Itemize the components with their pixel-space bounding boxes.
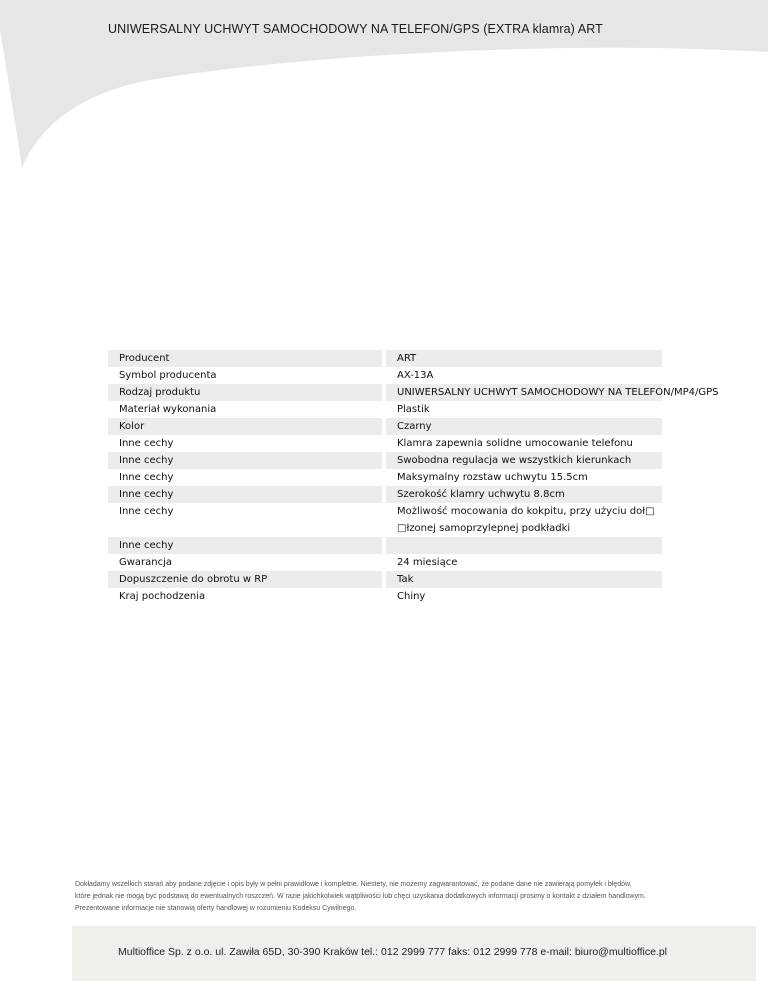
spec-label: Materiał wykonania <box>119 404 217 415</box>
spec-label: Kolor <box>108 418 382 435</box>
spec-value: Szerokość klamry uchwytu 8.8cm <box>386 486 662 503</box>
spec-label: Inne cechy <box>108 486 382 503</box>
spec-row <box>108 367 662 384</box>
spec-label: Inne cechy <box>119 472 174 483</box>
disclaimer-line: Dokładamy wszelkich starań aby podane zdjęcie i opis były w pełni prawidłowe i kompletne. Niestety, nie możemy zagwarantować, że podane dane nie zawierają pomyłek i błędów, <box>75 881 632 888</box>
spec-value: Tak <box>386 571 662 588</box>
spec-row <box>108 554 662 571</box>
spec-value: Maksymalny rozstaw uchwytu 15.5cm <box>397 472 588 483</box>
spec-value: UNIWERSALNY UCHWYT SAMOCHODOWY NA TELEFON/MP4/GPS <box>386 384 662 401</box>
spec-label: Dopuszczenie do obrotu w RP <box>108 571 382 588</box>
spec-row <box>108 503 662 537</box>
spec-value: Czarny <box>386 418 662 435</box>
spec-row <box>108 486 662 503</box>
spec-label: Inne cechy <box>108 452 382 469</box>
spec-value: Klamra zapewnia solidne umocowanie telefonu <box>397 438 633 449</box>
spec-label: Symbol producenta <box>119 370 217 381</box>
spec-label: Inne cechy <box>108 537 382 554</box>
spec-row <box>108 537 662 554</box>
spec-value: 24 miesiące <box>397 557 458 568</box>
spec-label: Gwarancja <box>119 557 173 568</box>
spec-value: AX-13A <box>397 370 434 381</box>
spec-row <box>108 350 662 367</box>
spec-value: Swobodna regulacja we wszystkich kierunkach <box>386 452 662 469</box>
spec-value: ART <box>386 350 662 367</box>
spec-table <box>108 350 719 605</box>
spec-value: Plastik <box>397 404 430 415</box>
spec-row <box>108 401 662 418</box>
spec-label: Producent <box>108 350 382 367</box>
spec-label: Inne cechy <box>119 438 174 449</box>
spec-row <box>108 452 662 469</box>
spec-row <box>108 435 662 452</box>
spec-row <box>108 571 662 588</box>
spec-label: Rodzaj produktu <box>108 384 382 401</box>
spec-row <box>108 588 662 605</box>
spec-value: Chiny <box>397 591 426 602</box>
spec-label: Inne cechy <box>119 506 174 517</box>
disclaimer-line: które jednak nie mogą być podstawą do ewentualnych roszczeń. W razie jakichkolwiek wątpliwości lub chęci uzyskania dodatkowych informacji prosimy o kontakt z działem handlowym. <box>75 893 646 900</box>
disclaimer-text <box>75 879 715 915</box>
spec-value <box>386 537 662 554</box>
spec-row <box>108 418 662 435</box>
spec-row <box>108 384 719 401</box>
spec-value: Możliwość mocowania do kokpitu, przy użyciu doł□ □łzonej samoprzylepnej podkładki <box>397 506 655 534</box>
footer-bar <box>72 926 756 981</box>
footer-contact: Multioffice Sp. z o.o. ul. Zawiła 65D, 30-390 Kraków tel.: 012 2999 777 faks: 012 2999 778 e-mail: biuro@multioffice.pl <box>118 946 667 958</box>
spec-label: Kraj pochodzenia <box>119 591 206 602</box>
disclaimer-line: Prezentowane informacje nie stanowią oferty handlowej w rozumieniu Kodeksu Cywilnego. <box>75 905 357 912</box>
spec-row <box>108 469 662 486</box>
page-title: UNIWERSALNY UCHWYT SAMOCHODOWY NA TELEFON/GPS (EXTRA klamra) ART <box>108 22 603 36</box>
